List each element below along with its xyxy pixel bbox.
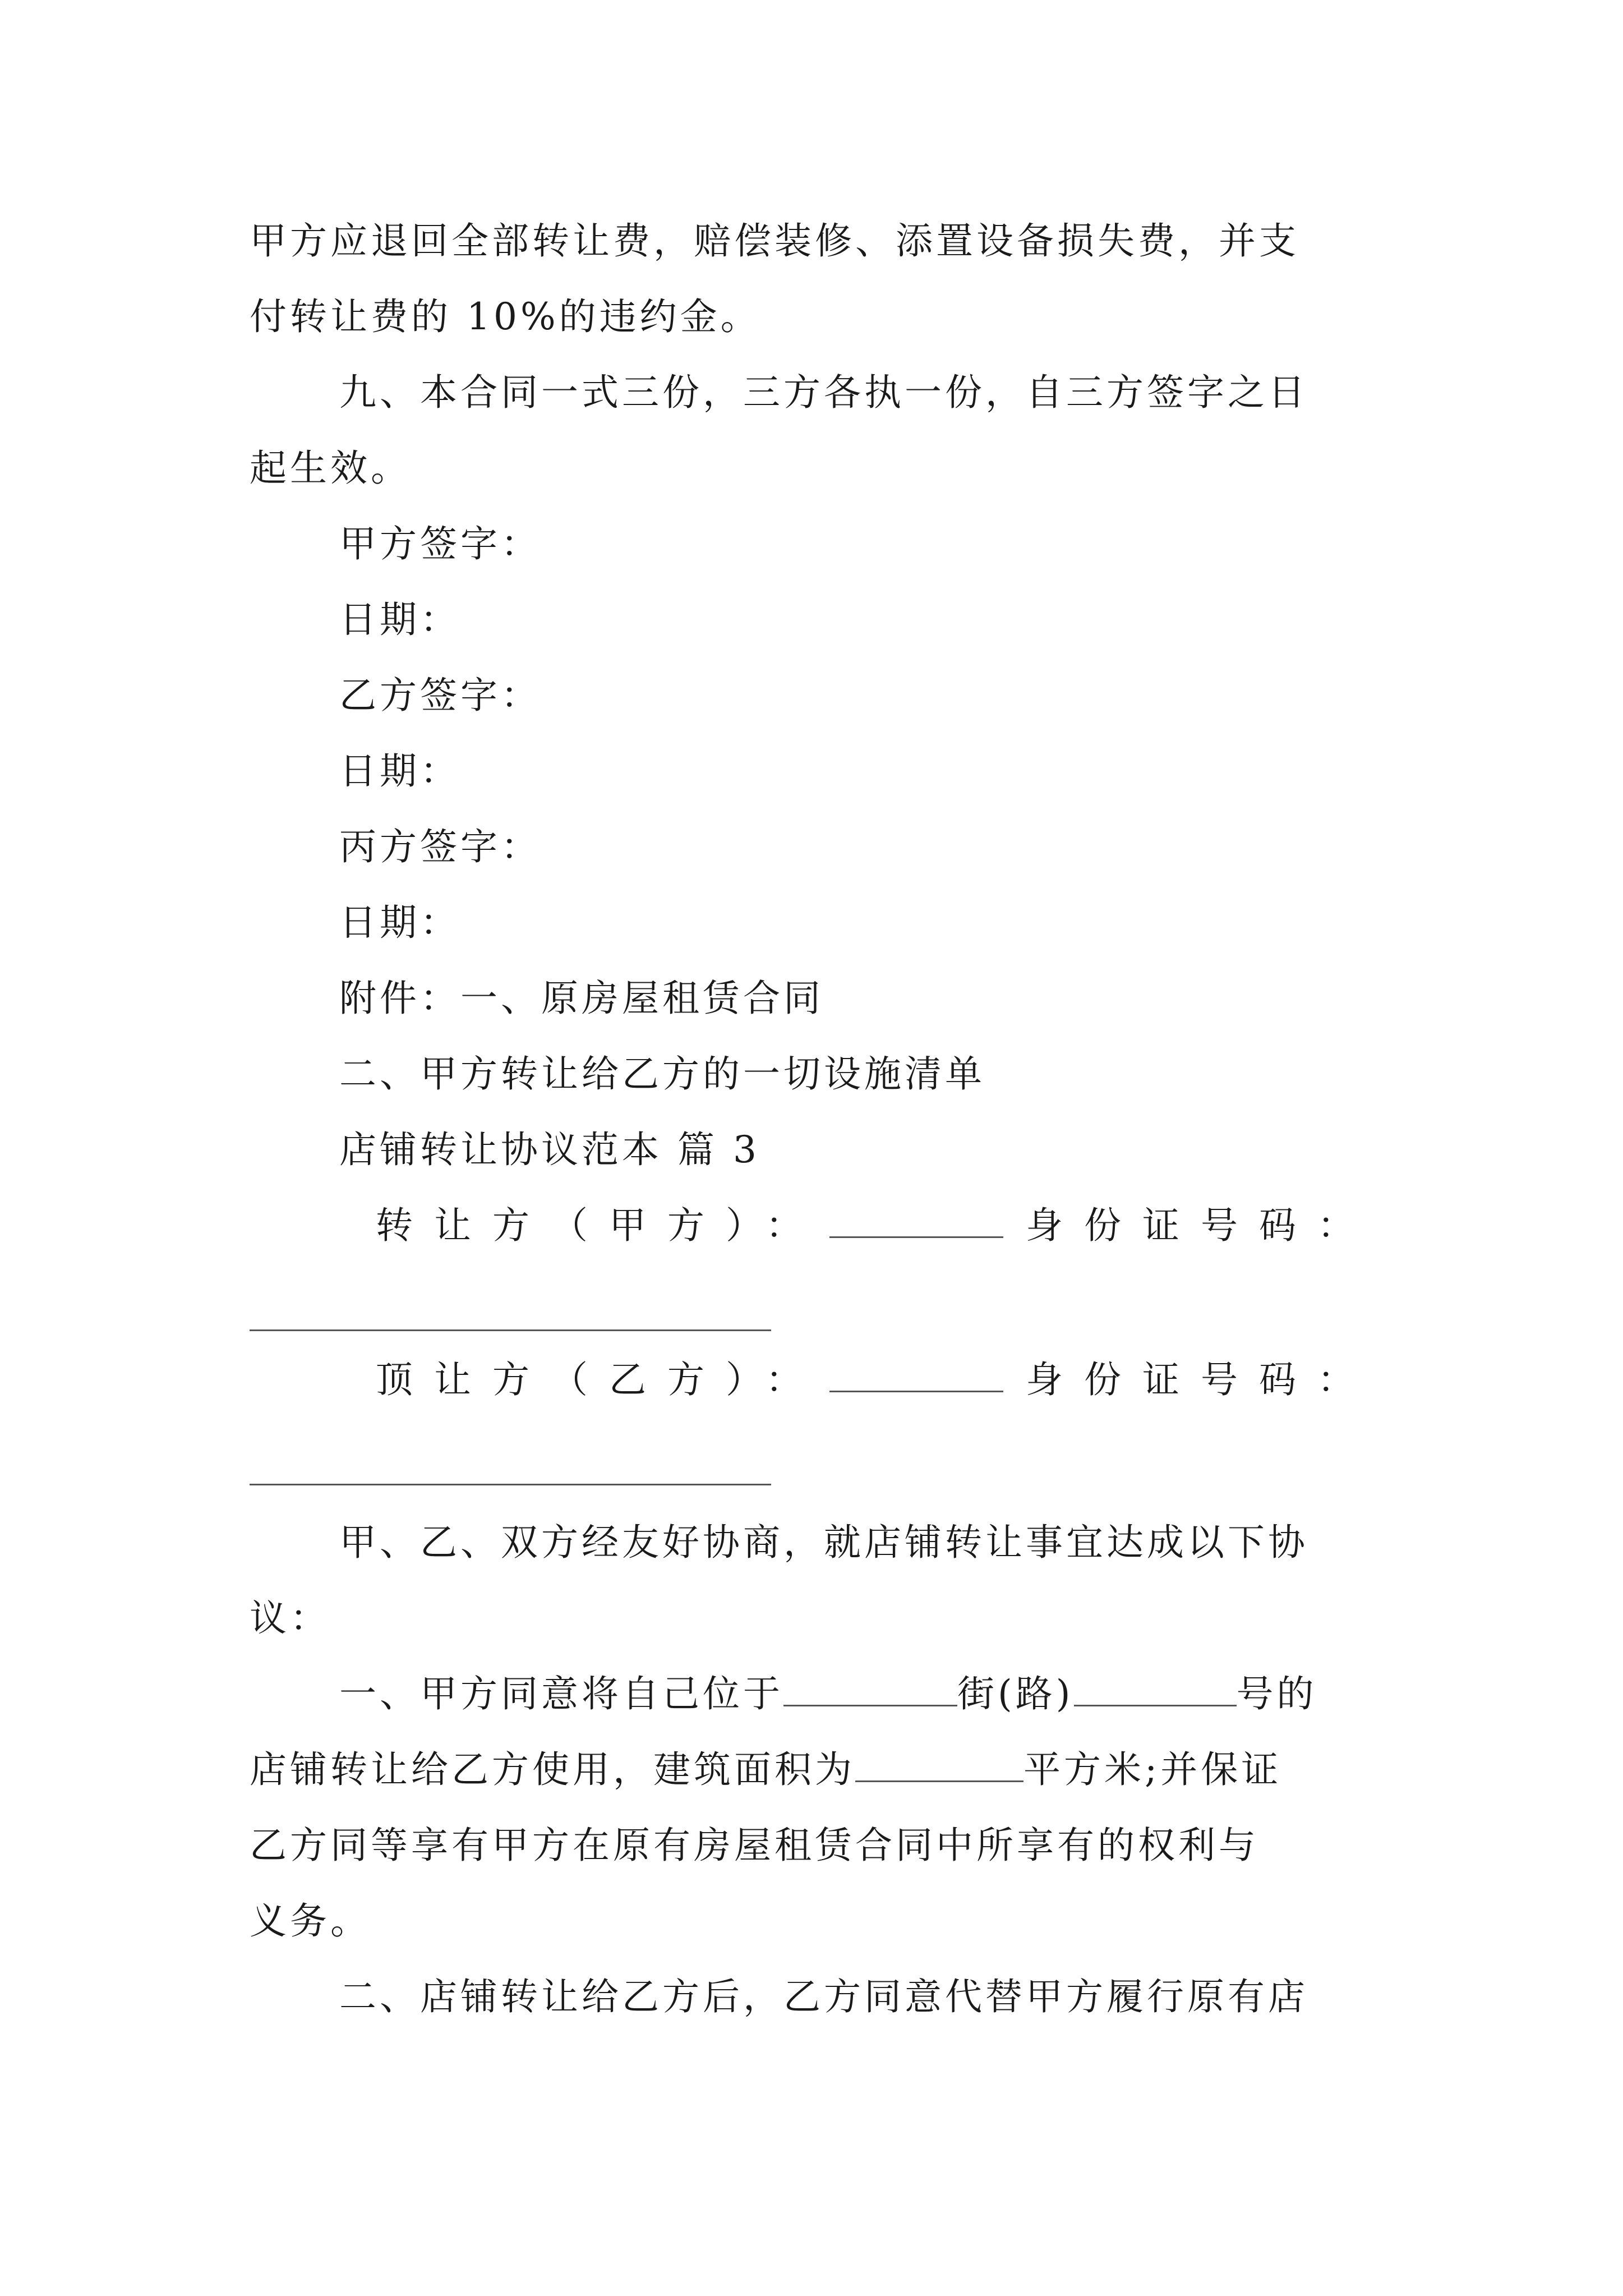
paragraph-line-with-blanks bbox=[250, 1745, 1388, 1795]
transferee-label: 顶让方（乙方）： bbox=[376, 1358, 824, 1401]
paragraph-line: 起生效。 bbox=[250, 447, 411, 490]
paragraph-line: 义务。 bbox=[250, 1899, 371, 1943]
transferee-name-blank bbox=[829, 1357, 1003, 1392]
area-blank bbox=[855, 1747, 1023, 1782]
paragraph-line: 议： bbox=[250, 1596, 330, 1640]
text-segment: 一、甲方同意将自己位于 bbox=[339, 1672, 783, 1715]
transferor-label: 转让方（甲方）： bbox=[376, 1204, 824, 1247]
text-segment: 店铺转让给乙方使用，建筑面积为 bbox=[250, 1748, 855, 1791]
paragraph-line: 二、店铺转让给乙方后，乙方同意代替甲方履行原有店 bbox=[339, 1975, 1308, 2018]
attachment-line: 附件：一、原房屋租赁合同 bbox=[339, 977, 824, 1020]
transferor-id-blank bbox=[250, 1329, 771, 1331]
date-label-party-a: 日期： bbox=[339, 598, 460, 641]
paragraph-line: 乙方同等享有甲方在原有房屋租赁合同中所享有的权利与 bbox=[250, 1824, 1259, 1867]
transferee-id-label: 身份证号码： bbox=[1026, 1358, 1376, 1401]
transferor-name-blank bbox=[829, 1203, 1003, 1238]
date-label-party-c: 日期： bbox=[339, 901, 460, 944]
signature-label-party-a: 甲方签字： bbox=[339, 522, 541, 565]
text-segment: 号的 bbox=[1236, 1672, 1317, 1715]
date-label-party-b: 日期： bbox=[339, 749, 460, 793]
text-segment: 街(路) bbox=[957, 1672, 1074, 1715]
paragraph-line: 甲、乙、双方经友好协商，就店铺转让事宜达成以下协 bbox=[339, 1521, 1308, 1564]
paragraph-line: 付转让费的 10%的违约金。 bbox=[250, 295, 761, 338]
transferor-line bbox=[376, 1200, 1388, 1251]
paragraph-line-with-blanks bbox=[339, 1669, 1388, 1719]
signature-label-party-b: 乙方签字： bbox=[339, 674, 541, 717]
paragraph-line: 九、本合同一式三份，三方各执一份，自三方签字之日 bbox=[339, 371, 1308, 414]
text-segment: 平方米;并保证 bbox=[1023, 1748, 1282, 1791]
attachment-line: 二、甲方转让给乙方的一切设施清单 bbox=[339, 1052, 985, 1096]
number-blank bbox=[1074, 1671, 1237, 1706]
section-title: 店铺转让协议范本 篇 3 bbox=[339, 1128, 760, 1171]
transferee-id-blank bbox=[250, 1484, 771, 1485]
transferor-id-label: 身份证号码： bbox=[1026, 1204, 1376, 1247]
paragraph-line: 甲方应退回全部转让费，赔偿装修、添置设备损失费，并支 bbox=[250, 219, 1299, 263]
transferee-line bbox=[376, 1355, 1388, 1405]
street-blank bbox=[783, 1671, 957, 1706]
signature-label-party-c: 丙方签字： bbox=[339, 825, 541, 868]
